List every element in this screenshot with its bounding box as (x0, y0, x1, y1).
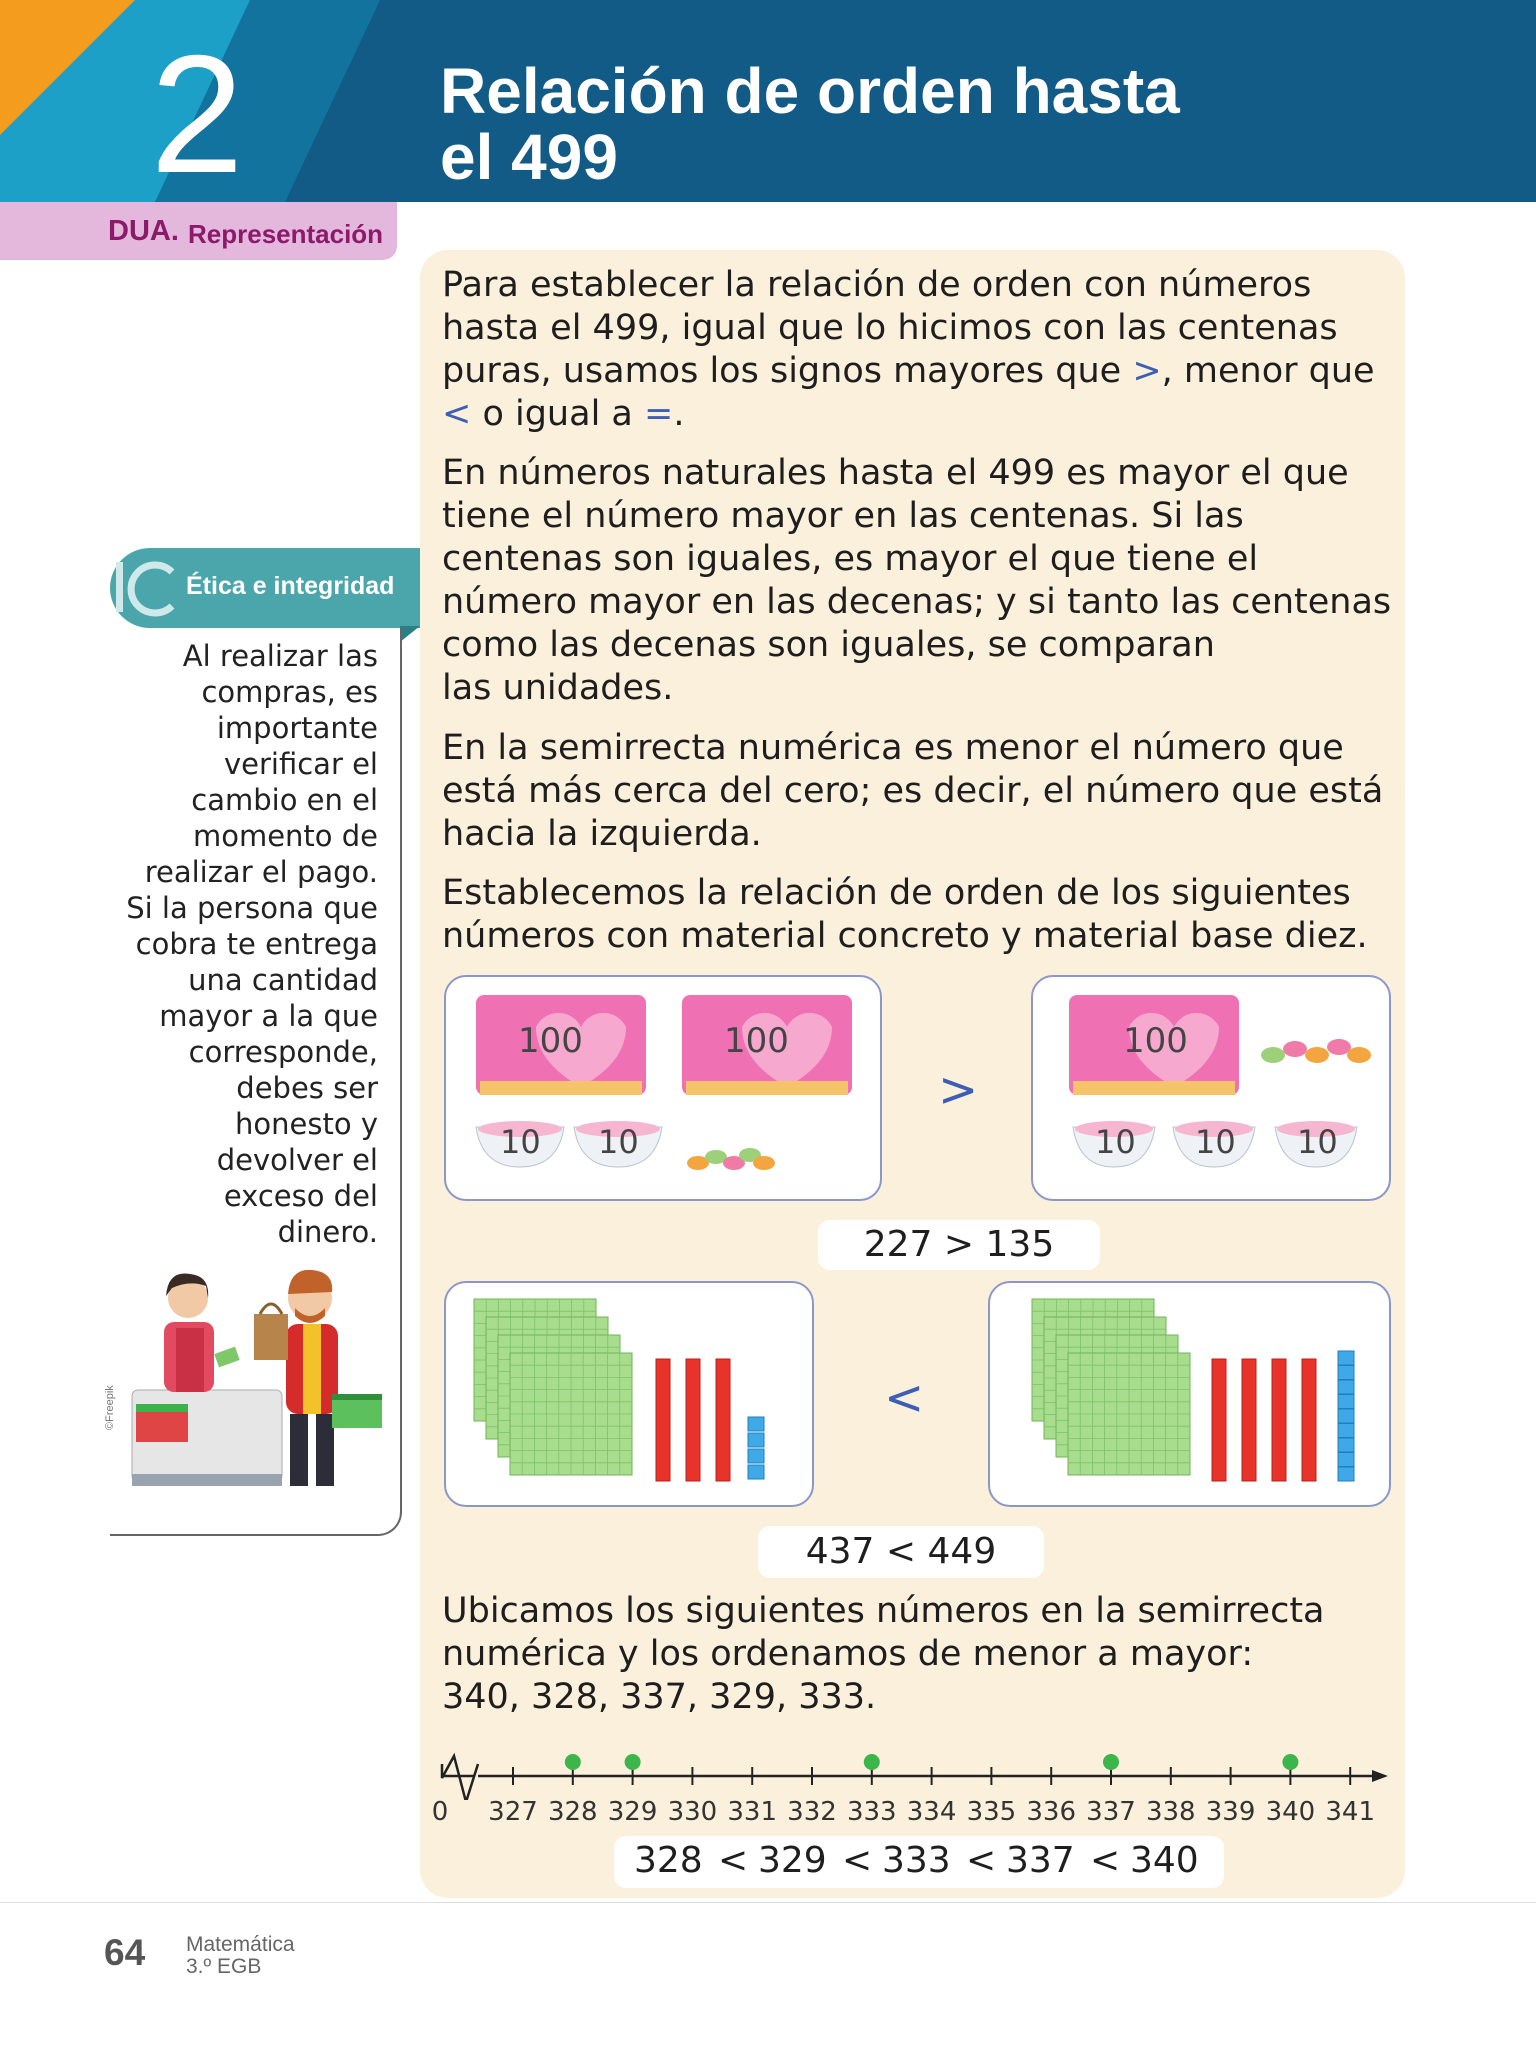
chapter-header (0, 0, 1536, 202)
marked-point (565, 1754, 581, 1770)
tick-label: 330 (667, 1797, 718, 1827)
ethics-line: una cantidad (188, 963, 378, 997)
bag-label: 100 (518, 1021, 583, 1061)
ethics-text (78, 638, 378, 1250)
ethics-title: Ética e integridad (186, 572, 395, 600)
ten-rod (1212, 1359, 1226, 1481)
text-line: En números naturales hasta el 499 es mayor el que (442, 453, 1349, 493)
tab-fold (400, 626, 420, 642)
tick-label: 331 (727, 1797, 777, 1827)
text-line: como las decenas son iguales, se comparan (442, 625, 1215, 665)
candy-card-135 (1031, 975, 1391, 1201)
paragraph-semirrecta (442, 727, 1402, 856)
unit-cube (1338, 1409, 1354, 1423)
marked-point (864, 1754, 880, 1770)
ordered-number: 337 (1006, 1840, 1075, 1881)
text-line (442, 350, 1402, 393)
tick-label: 337 (1086, 1797, 1136, 1827)
base-ten-449-illustration (990, 1283, 1389, 1505)
unit-cube (1338, 1366, 1354, 1380)
paragraph-material (442, 872, 1402, 958)
unit-cube (1338, 1424, 1354, 1438)
subject-name: Matemática (186, 1933, 295, 1956)
tick-label: 339 (1205, 1797, 1256, 1827)
text-line: En la semirrecta numérica es menor el número que (442, 728, 1344, 768)
dua-badge (0, 202, 397, 260)
ten-rod (716, 1359, 730, 1481)
candy-227-illustration (446, 977, 880, 1199)
ethics-line: cambio en el (191, 783, 378, 817)
ethics-line: realizar el pago. (144, 855, 378, 889)
footer-divider (0, 1902, 1536, 1903)
ethics-line: dinero. (277, 1215, 378, 1249)
ten-rod (1242, 1359, 1256, 1481)
text-line: Para establecer la relación de orden con números (442, 265, 1312, 305)
ordered-number: 328 (634, 1840, 703, 1881)
ethics-line: cobra te entrega (135, 927, 378, 961)
text-line: Ubicamos los siguientes números en la semirrecta (442, 1591, 1325, 1631)
text-line: tiene el número mayor en las centenas. Si las (442, 496, 1244, 536)
image-credit: ©Freepik (104, 1385, 116, 1430)
shop-illustration (120, 1258, 390, 1508)
ordered-sequence (614, 1836, 1224, 1888)
less-than-sign: < (442, 394, 472, 434)
ten-rod (656, 1359, 670, 1481)
paragraph-order-signs (442, 264, 1402, 436)
ordered-number: 329 (758, 1840, 827, 1881)
marked-point (1282, 1754, 1298, 1770)
text-line: hacia la izquierda. (442, 814, 762, 854)
ethics-line: verificar el (223, 747, 378, 781)
tick-label: 341 (1325, 1797, 1375, 1827)
ethics-line: debes ser (236, 1071, 378, 1105)
comparison-less: < (884, 1370, 925, 1426)
text-line: 340, 328, 337, 329, 333. (442, 1677, 877, 1717)
bowl-label: 10 (1195, 1123, 1236, 1161)
marked-point (625, 1754, 641, 1770)
grade-level: 3.º EGB (186, 1955, 262, 1978)
less-than-sign: < (718, 1840, 749, 1881)
ethics-line: Si la persona que (126, 891, 378, 925)
ordered-number: 340 (1130, 1840, 1199, 1881)
bowl-label: 10 (500, 1123, 541, 1161)
result-437-449: 437 < 449 (758, 1526, 1044, 1578)
unit-cube (1338, 1467, 1354, 1481)
ten-rod (1272, 1359, 1286, 1481)
number-line (436, 1740, 1396, 1800)
candy-135-illustration (1033, 977, 1389, 1199)
ethics-tab (110, 548, 420, 628)
tick-label: 336 (1026, 1797, 1076, 1827)
tick-label: 335 (966, 1797, 1017, 1827)
ethics-line: exceso del (223, 1179, 378, 1213)
tick-label: 332 (787, 1797, 837, 1827)
tick-label: 338 (1145, 1797, 1196, 1827)
paragraph-numberline (442, 1590, 1402, 1719)
text-line: está más cerca del cero; es decir, el número que está (442, 771, 1384, 811)
tick-label: 340 (1265, 1797, 1316, 1827)
title-line-2: el 499 (440, 121, 618, 193)
tick-label: 328 (547, 1797, 598, 1827)
candy-card-227 (444, 975, 882, 1201)
bag-label: 100 (724, 1021, 789, 1061)
ethics-line: Al realizar las (182, 639, 378, 673)
greater-than-sign: > (1132, 351, 1162, 391)
dua-category: Representación (188, 219, 384, 249)
tick-label: 333 (846, 1797, 897, 1827)
unit-cube (748, 1465, 764, 1479)
unit-cube (1338, 1395, 1354, 1409)
text-line: hasta el 499, igual que lo hicimos con las centenas (442, 308, 1338, 348)
unit-cube (748, 1449, 764, 1463)
marked-point (1103, 1754, 1119, 1770)
text-span: o igual a (471, 394, 644, 434)
text-span: . (673, 394, 685, 434)
page-number: 64 (104, 1932, 146, 1973)
less-than-sign: < (842, 1840, 873, 1881)
ordered-number: 333 (882, 1840, 951, 1881)
bowl-label: 10 (1095, 1123, 1136, 1161)
ethics-line: corresponde, (188, 1035, 378, 1069)
text-line: números con material concreto y material base diez. (442, 916, 1368, 956)
bowl-label: 10 (1297, 1123, 1338, 1161)
unit-cube (748, 1417, 764, 1431)
ethics-line: compras, es (201, 675, 378, 709)
equal-sign: = (644, 394, 674, 434)
ethics-line: importante (216, 711, 378, 745)
text-line: Establecemos la relación de orden de los siguientes (442, 873, 1351, 913)
ten-rod (686, 1359, 700, 1481)
unit-cube (748, 1433, 764, 1447)
text-line (442, 393, 1402, 436)
text-line: las unidades. (442, 668, 674, 708)
tick-label: 334 (906, 1797, 957, 1827)
unit-number: 2 (150, 20, 244, 202)
ethics-line: honesto y (235, 1107, 378, 1141)
text-span: puras, usamos los signos mayores que (442, 351, 1133, 391)
dua-label: DUA. (108, 215, 179, 247)
less-than-sign: < (966, 1840, 997, 1881)
text-line: numérica y los ordenamos de menor a mayor: (442, 1634, 1254, 1674)
text-line: número mayor en las decenas; y si tanto las centenas (442, 582, 1392, 622)
origin-label: 0 (431, 1797, 449, 1827)
less-than-sign: < (1090, 1840, 1121, 1881)
base-ten-card-449 (988, 1281, 1391, 1507)
comparison-greater: > (938, 1062, 979, 1118)
ten-rod (1302, 1359, 1316, 1481)
ethics-line: devolver el (216, 1143, 378, 1177)
title-line-1: Relación de orden hasta (440, 55, 1180, 127)
paragraph-comparison-rule (442, 452, 1402, 710)
ethics-line: momento de (192, 819, 378, 853)
unit-cube (1338, 1380, 1354, 1394)
subject-info (186, 1934, 295, 1978)
bowl-label: 10 (598, 1123, 639, 1161)
tick-label: 327 (488, 1797, 538, 1827)
unit-cube (1338, 1438, 1354, 1452)
ethics-line: mayor a la que (159, 999, 378, 1033)
result-227-135: 227 > 135 (818, 1220, 1100, 1270)
ethics-logo-icon (110, 548, 186, 628)
page-title (440, 55, 1180, 193)
text-span: , menor que (1161, 351, 1375, 391)
base-ten-437-illustration (446, 1283, 812, 1505)
text-line: centenas son iguales, es mayor el que tiene el (442, 539, 1259, 579)
base-ten-card-437 (444, 1281, 814, 1507)
unit-cube (1338, 1351, 1354, 1365)
bag-label: 100 (1123, 1021, 1188, 1061)
unit-cube (1338, 1453, 1354, 1467)
tick-label: 329 (607, 1797, 658, 1827)
